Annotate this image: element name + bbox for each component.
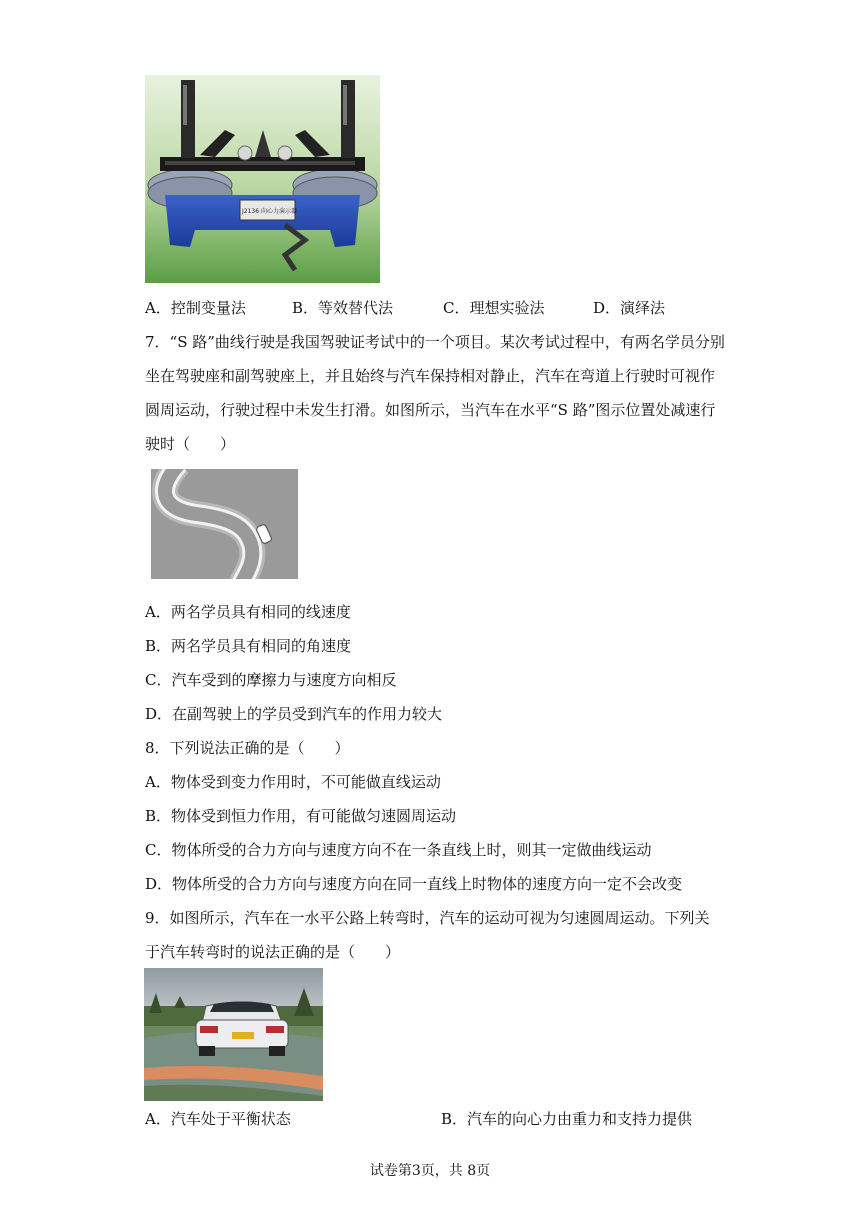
q6-option-d[interactable]: D．演绎法 [593, 299, 666, 317]
q8-option-d[interactable]: D．物体所受的合力方向与速度方向在同一直线上时物体的速度方向一定不会改变 [145, 875, 683, 893]
q6-option-b[interactable]: B．等效替代法 [292, 299, 394, 317]
apparatus-label: J2136 向心力演示器 [242, 208, 297, 215]
q7-option-c[interactable]: C．汽车受到的摩擦力与速度方向相反 [145, 671, 397, 689]
q7-stem-line-1: 7．“S 路”曲线行驶是我国驾驶证考试中的一个项目。某次考试过程中，有两名学员分别 [145, 333, 725, 351]
q9-stem-line-2: 于汽车转弯时的说法正确的是（ ） [145, 943, 401, 961]
turning-car-image [144, 968, 323, 1101]
q7-option-a[interactable]: A．两名学员具有相同的线速度 [145, 603, 351, 621]
centripetal-apparatus-image [145, 75, 380, 283]
q8-option-a[interactable]: A．物体受到变力作用时，不可能做直线运动 [145, 773, 441, 791]
q8-stem: 8．下列说法正确的是（ ） [145, 739, 350, 757]
page-footer: 试卷第3页，共 8页 [369, 1163, 491, 1179]
q7-option-b[interactable]: B．两名学员具有相同的角速度 [145, 637, 352, 655]
q7-stem-line-2: 坐在驾驶座和副驾驶座上，并且始终与汽车保持相对静止，汽车在弯道上行驶时可视作 [145, 367, 716, 385]
q9-option-b[interactable]: B．汽车的向心力由重力和支持力提供 [441, 1110, 693, 1128]
q6-option-a[interactable]: A．控制变量法 [145, 299, 246, 317]
q9-stem-line-1: 9．如图所示，汽车在一水平公路上转弯时，汽车的运动可视为匀速圆周运动。下列关 [145, 909, 710, 927]
q8-option-c[interactable]: C．物体所受的合力方向与速度方向不在一条直线上时，则其一定做曲线运动 [145, 841, 652, 859]
q9-option-a[interactable]: A．汽车处于平衡状态 [145, 1110, 291, 1128]
q6-option-c[interactable]: C．理想实验法 [443, 299, 545, 317]
q7-option-d[interactable]: D．在副驾驶上的学员受到汽车的作用力较大 [145, 705, 443, 723]
q7-stem-line-4: 驶时（ ） [145, 435, 236, 453]
q7-stem-line-3: 圆周运动，行驶过程中未发生打滑。如图所示，当汽车在水平“S 路”图示位置处减速行 [145, 401, 716, 419]
q8-option-b[interactable]: B．物体受到恒力作用，有可能做匀速圆周运动 [145, 807, 457, 825]
s-road-image [151, 469, 298, 579]
